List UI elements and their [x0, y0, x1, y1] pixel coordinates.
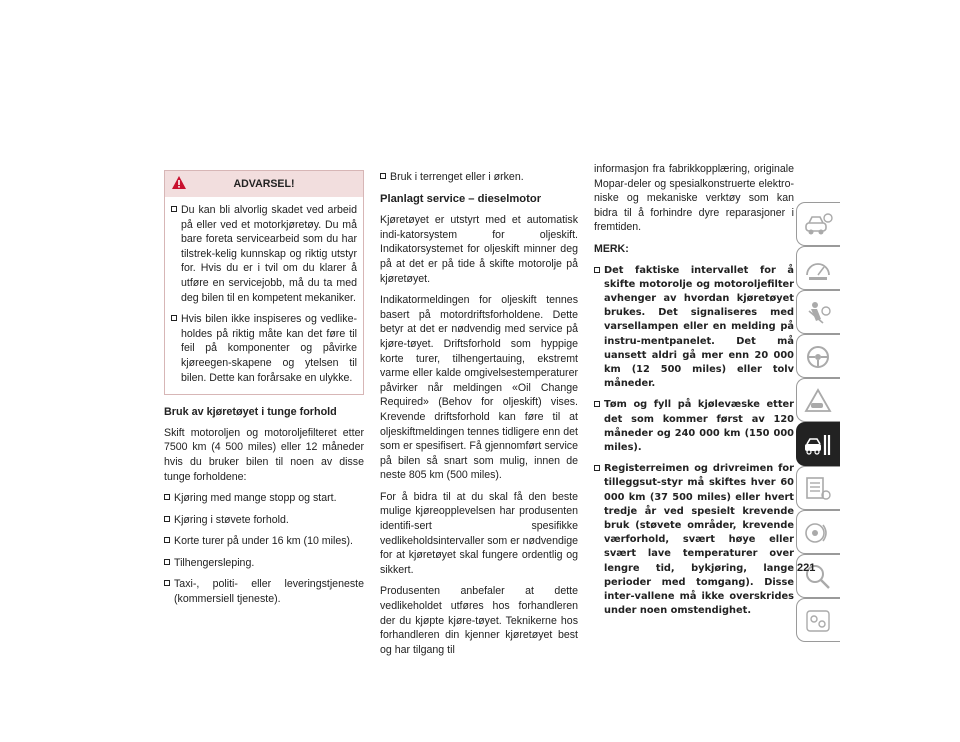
- paragraph: Produsenten anbefaler at dette vedlikeholdet utføres hos forhandleren der du kjøpte kjøre-tøyet. Teknikerne hos forhandleren din kjenner kjøretøyet best og har tilgang til: [380, 585, 578, 656]
- tab-emergency[interactable]: [796, 378, 840, 422]
- tab-multimedia[interactable]: [796, 510, 840, 554]
- column-2: [380, 170, 578, 664]
- paragraph: Indikatormeldingen for oljeskift tennes basert på motordriftsforholdene. Dette betyr at det er nødvendig med service på kjøre-tøyet. Driftsforhold som hyppige korte turer, tilhengertauing, ekstremt varme eller kalde omgivelsestemperaturer påvirker når meldingen «Oil Change Required» (Behov for oljeskift) vises. Krevende driftsforhold kan føre til at oljeskiftmeldingen tennes tidligere enn det som er spesifisert. Få gjennomført service på bilen så snart som mulig, innen de neste 805 km (500 miles).: [380, 294, 578, 482]
- chapter-tabs: [796, 202, 840, 642]
- list-item: Kjøring i støvete forhold.: [164, 513, 364, 528]
- paragraph: Kjøretøyet er utstyrt med et automatisk indi-katorsystem for oljeskift. Indikatorsystemet for oljeskift minner deg på at det er på tide å skifte motorolje på kjøretøyet.: [380, 214, 578, 285]
- bullet-square-icon: [594, 401, 600, 407]
- steering-wheel-icon: [803, 343, 833, 371]
- service-tools-icon: [803, 431, 833, 459]
- bullet-square-icon: [164, 537, 170, 543]
- dashboard-lights-icon: [803, 255, 833, 283]
- bullet-square-icon: [164, 494, 170, 500]
- bullet-square-icon: [171, 206, 177, 212]
- list-item: Taxi-, politi- eller leveringstjeneste (kommersiell tjeneste).: [164, 577, 364, 606]
- note-label: MERK:: [594, 242, 629, 255]
- section-intro: Skift motoroljen og motoroljefilteret etter 7500 km (4 500 miles) eller 12 måneder hvis du bruker bilen til noen av disse tunge forholdene:: [164, 426, 364, 483]
- warning-header: [165, 171, 363, 197]
- bullet-square-icon: [164, 559, 170, 565]
- paragraph: For å bidra til at du skal få den beste mulige kjøreopplevelsen har produsenten identifi-sert spesifikke vedlikeholdsintervaller som er nødvendige for at kjøretøyet skal fungere ordentlig og sikkert.: [380, 490, 578, 576]
- tab-language[interactable]: [796, 598, 840, 642]
- warning-title: ADVARSEL!: [233, 178, 295, 190]
- tab-index[interactable]: [796, 554, 840, 598]
- column-1: [164, 170, 364, 614]
- column-3: [594, 162, 794, 625]
- bullet-square-icon: [380, 173, 386, 179]
- list-item: Bruk i terrenget eller i ørken.: [380, 170, 578, 185]
- warning-box: [164, 170, 364, 395]
- list-item: Korte turer på under 16 km (10 miles).: [164, 534, 364, 549]
- bullet-square-icon: [594, 465, 600, 471]
- multimedia-icon: [803, 519, 833, 547]
- tab-specifications[interactable]: [796, 466, 840, 510]
- note-item: Tøm og fyll på kjølevæske etter det som kommer først av 120 måneder og 240 000 km (150 000 miles).: [594, 398, 794, 455]
- airbag-safety-icon: [803, 299, 833, 327]
- list-item: Tilhengersleping.: [164, 556, 364, 571]
- language-icon: [803, 607, 833, 635]
- section-heading-heavy-use: Bruk av kjøretøyet i tunge forhold: [164, 406, 337, 419]
- tab-dashboard[interactable]: [796, 246, 840, 290]
- bullet-square-icon: [171, 315, 177, 321]
- tab-car-info[interactable]: [796, 202, 840, 246]
- paragraph-continuation: informasjon fra fabrikkopplæring, originale Mopar-deler og spesialkonstruerte elektro-niske og mekaniske verktøy som kan bidra til å forhindre dyre reparasjoner i fremtiden.: [594, 163, 794, 234]
- tab-service[interactable]: [796, 422, 840, 466]
- page-number: 221: [797, 562, 816, 574]
- section-heading-diesel-service: Planlagt service – dieselmotor: [380, 192, 542, 205]
- tab-driving[interactable]: [796, 334, 840, 378]
- bullet-square-icon: [164, 580, 170, 586]
- specifications-list-icon: [803, 475, 833, 503]
- note-item: Det faktiske intervallet for å skifte motorolje og motoroljefilter avhenger av hvordan kjøretøyet brukes. Det signaliseres med varsellampen eller en melding på instru-mentpanelet. Det må uansett aldri gå mer enn 20 000 km (12 500 miles) eller tolv måneder.: [594, 264, 794, 392]
- emergency-warning-icon: [803, 387, 833, 415]
- bullet-square-icon: [594, 267, 600, 273]
- warning-item: Du kan bli alvorlig skadet ved arbeid på eller ved et motorkjøretøy. Du må bare foreta servicearbeid som du har tilstrek-kelig kunnskap og riktig utstyr for. Hvis du er i tvil om du klarer å utføre en servicejobb, må du ta med deg bilen til en kompetent mekaniker.: [171, 203, 357, 305]
- bullet-square-icon: [164, 516, 170, 522]
- warning-item: Hvis bilen ikke inspiseres og vedlike-holdes på riktig måte kan det føre til feil på komponenter og påvirke kjøreegen-skapene og ytelsen til bilen. Dette kan forårsake en ulykke.: [171, 312, 357, 385]
- tab-safety[interactable]: [796, 290, 840, 334]
- note-item: Registerreimen og drivreimen for tilleggsut-styr må skiftes hver 60 000 km (37 500 miles) eller hvert tredje år ved spesielt krevende bruk (støvete områder, krevende værforhold, svært høye eller svært lave temperaturer over lengre tid, bykjøring, lange perioder med tomgang). Disse inter-vallene må ikke overskrides under noen omstendighet.: [594, 462, 794, 618]
- list-item: Kjøring med mange stopp og start.: [164, 491, 364, 506]
- warning-triangle-icon: [171, 175, 187, 190]
- car-info-icon: [803, 211, 833, 239]
